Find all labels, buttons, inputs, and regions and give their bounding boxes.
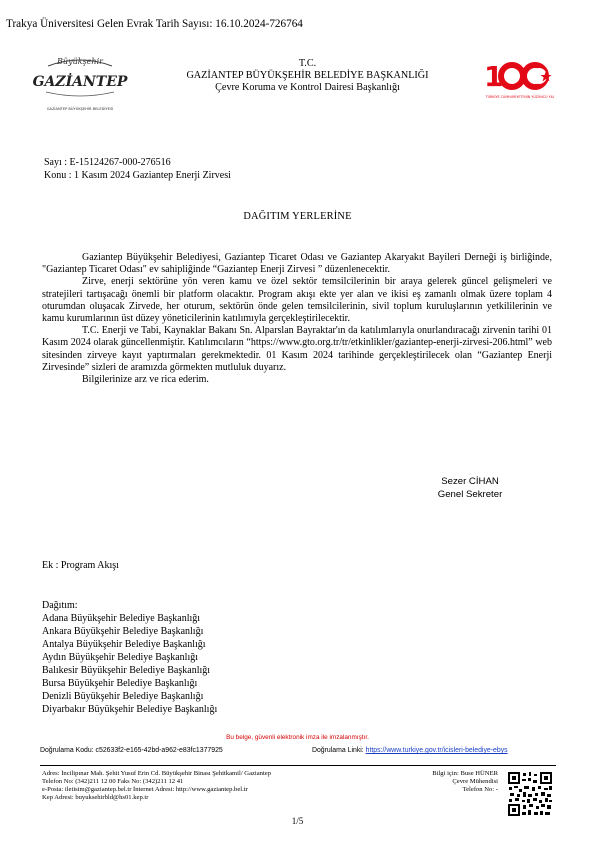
signatory-title: Genel Sekreter: [437, 488, 503, 500]
footer-kep: Kep Adresi: buyuksehirbld@hs01.kep.tr: [42, 794, 149, 802]
qr-code-icon: [507, 771, 553, 817]
page-number: 1/5: [291, 816, 304, 826]
svg-text:TÜRKİYE CUMHURİYETİ'NİN YÜZÜNC: TÜRKİYE CUMHURİYETİ'NİN YÜZÜNCÜ YILI: [485, 95, 555, 99]
list-item: Aydın Büyükşehir Belediye Başkanlığı: [42, 652, 199, 664]
header-department: Çevre Koruma ve Kontrol Dairesi Başkanlığı: [215, 82, 400, 93]
list-item: Bursa Büyükşehir Belediye Başkanlığı: [42, 678, 198, 690]
list-item: Adana Büyükşehir Belediye Başkanlığı: [42, 613, 201, 625]
document-number: Sayı : E-15124267-000-276516: [44, 157, 171, 168]
body-paragraph: Bilgilerinize arz ve rica ederim.: [82, 374, 209, 386]
body-paragraph: Zirve, enerji sektörüne yön veren kamu ve özel sektör temsilcilerinin bir araya gelerek güncel gelişmeleri ve stratejileri tartışacağı önemli bir platform olacaktır. Program akışı ekte yer alan ve ikisi eş zamanlı olmak üzere toplam 4 oturumdan oluşacak Zirvede, her oturum, sektörün önde gelen temsilcilerinin, sivil toplum kuruluşlarının yetkililerinin ve kamu kurumlarının üst düzey yöneticilerinin katılımıyla gerçekleştirilecektir.: [42, 276, 552, 325]
distribution-heading: Dağıtım:: [42, 600, 78, 611]
gaziantep-municipality-logo: [32, 52, 128, 116]
footer-address: Adres: İncilipınar Mah. Şehit Yusuf Erin Cd. Büyükşehir Binası Şehitkamil/ Gaziantep: [42, 770, 272, 777]
verification-link-group: [312, 747, 508, 754]
list-item: Diyarbakır Büyükşehir Belediye Başkanlığı: [42, 704, 218, 716]
list-item: Antalya Büyükşehir Belediye Başkanlığı: [42, 639, 206, 651]
footer-address-block: [42, 770, 271, 802]
list-item: Ankara Büyükşehir Belediye Başkanlığı: [42, 626, 204, 638]
document-subject: Konu : 1 Kasım 2024 Gaziantep Enerji Zirvesi: [44, 169, 231, 181]
contact-info: [412, 770, 498, 794]
header-organization: GAZİANTEP BÜYÜKŞEHİR BELEDİYE BAŞKANLIĞI: [186, 70, 429, 81]
footer-phone: Telefon No: (342)211 12 00 Faks No: (342)211 12 41: [42, 778, 184, 786]
letter-body: [42, 252, 552, 386]
header-tc: T.C.: [298, 58, 317, 69]
contact-person: Bilgi için: Buse HÜNER: [432, 770, 498, 777]
document-header: [120, 58, 495, 94]
verification-link[interactable]: https://www.turkiye.gov.tr/icisleri-belediye-ebys: [365, 747, 508, 754]
svg-text:GAZİANTEP: GAZİANTEP: [32, 74, 128, 90]
contact-phone: Telefon No: -: [462, 786, 498, 794]
footer-email: e-Posta: iletisim@gaziantep.bel.tr İnternet Adresi: http://www.gaziantep.bel.tr: [42, 786, 248, 794]
body-paragraph: Gaziantep Büyükşehir Belediyesi, Gaziantep Ticaret Odası ve Gaziantep Akaryakıt Bayileri Derneği iş birliğinde, "Gaziantep Ticaret Odası" ev sahipliğinde “Gaziantep Enerji Zirvesi ” düzenlenecektir.: [42, 252, 552, 276]
list-item: Denizli Büyükşehir Belediye Başkanlığı: [42, 691, 204, 703]
svg-text:1: 1: [484, 60, 504, 93]
signature-block: [400, 476, 540, 501]
attachment-line: Ek : Program Akışı: [42, 560, 119, 571]
signatory-name: Sezer CİHAN: [441, 476, 499, 487]
registry-stamp: Trakya Üniversitesi Gelen Evrak Tarih Sayısı: 16.10.2024-726764: [6, 18, 303, 30]
footer-divider: [40, 765, 556, 766]
svg-text:Büyükşehir: Büyükşehir: [57, 57, 103, 66]
addressee-title: DAĞITIM YERLERİNE: [243, 211, 352, 222]
republic-100-year-logo: [480, 52, 560, 106]
body-paragraph: T.C. Enerji ve Tabi, Kaynaklar Bakanı Sn. Alparslan Bayraktar'ın da katılımlarıyla onurlandıracağı zirvenin tarihi 01 Kasım 2024 olarak güncellenmiştir. Katılımcıların “https://www.gto.org.tr/tr/etkinlikler/gaziantep-enerji-zirvesi-206.html” web sitesinden zirveye kayıt yaptırmaları gerekmektedir. 01 Kasım 2024 tarihinde gerçekleştirilecek olan “Gaziantep Enerji Zirvesinde” sizleri de aramızda görmekten mutluluk duyarız.: [42, 325, 552, 373]
document-meta: [44, 157, 231, 182]
list-item: Balıkesir Büyükşehir Belediye Başkanlığı: [42, 665, 211, 677]
contact-role: Çevre Mühendisi: [452, 778, 498, 786]
svg-text:GAZİANTEP BÜYÜKŞEHİR BELEDİYES: GAZİANTEP BÜYÜKŞEHİR BELEDİYESİ: [46, 107, 114, 111]
verification-link-label: Doğrulama Linki:: [312, 747, 364, 754]
verification-code: Doğrulama Kodu: c52633f2-e165-42bd-a962-e83fc1377925: [40, 747, 223, 754]
distribution-list: [42, 599, 217, 716]
e-signature-note: Bu belge, güvenli elektronik imza ile imzalanmıştır.: [226, 734, 369, 741]
